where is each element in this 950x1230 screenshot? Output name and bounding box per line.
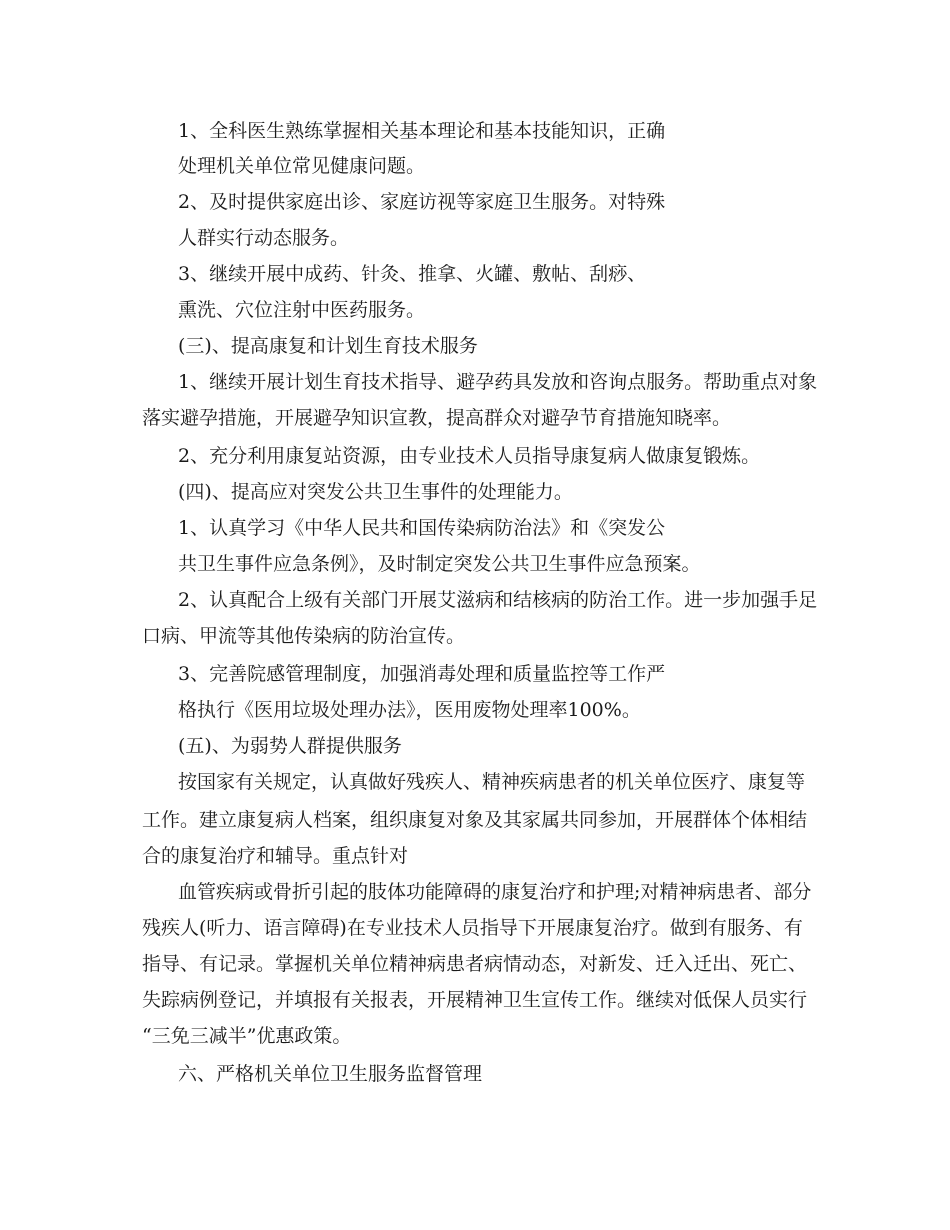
paragraph-line-5: 3、继续开展中成药、针灸、推拿、火罐、敷帖、刮痧、: [178, 263, 647, 285]
paragraph-line-14: 2、认真配合上级有关部门开展艾滋病和结核病的防治工作。进一步加强手足: [178, 589, 818, 611]
paragraph-line-9: 落实避孕措施，开展避孕知识宣教，提高群众对避孕节育措施知晓率。: [142, 407, 732, 429]
paragraph-line-26: “三免三减半”优惠政策。: [142, 1025, 352, 1047]
paragraph-line-15: 口病、甲流等其他传染病的防治宣传。: [142, 625, 466, 647]
paragraph-line-4: 人群实行动态服务。: [178, 227, 350, 249]
paragraph-line-22: 血管疾病或骨折引起的肢体功能障碍的康复治疗和护理;对精神病患者、部分: [178, 881, 812, 903]
paragraph-line-12: 1、认真学习《中华人民共和国传染病防治法》和《突发公: [178, 517, 666, 539]
section-heading-5: (五)、为弱势人群提供服务: [178, 735, 402, 757]
paragraph-line-24: 指导、有记录。掌握机关单位精神病患者病情动态，对新发、迁入迁出、死亡、: [142, 953, 808, 975]
paragraph-line-10: 2、充分利用康复站资源，由专业技术人员指导康复病人做康复锻炼。: [178, 445, 761, 467]
paragraph-line-17: 格执行《医用垃圾处理办法》，医用废物处理率100%。: [178, 699, 641, 721]
paragraph-line-19: 按国家有关规定，认真做好残疾人、精神疾病患者的机关单位医疗、康复等: [178, 771, 806, 793]
paragraph-line-1: 1、全科医生熟练掌握相关基本理论和基本技能知识，正确: [178, 120, 666, 142]
paragraph-line-21: 合的康复治疗和辅导。重点针对: [142, 845, 409, 867]
section-heading-6: 六、严格机关单位卫生服务监督管理: [178, 1063, 483, 1085]
paragraph-line-25: 失踪病例登记，并填报有关报表，开展精神卫生宣传工作。继续对低保人员实行: [142, 989, 808, 1011]
paragraph-line-6: 熏洗、穴位注射中医药服务。: [178, 299, 426, 321]
section-heading-3: (三)、提高康复和计划生育技术服务: [178, 335, 478, 357]
paragraph-line-23: 残疾人(听力、语言障碍)在专业技术人员指导下开展康复治疗。做到有服务、有: [142, 917, 803, 939]
paragraph-line-13: 共卫生事件应急条例》，及时制定突发公共卫生事件应急预案。: [178, 553, 701, 575]
paragraph-line-16: 3、完善院感管理制度，加强消毒处理和质量监控等工作严: [178, 663, 666, 685]
paragraph-line-8: 1、继续开展计划生育技术指导、避孕药具发放和咨询点服务。帮助重点对象: [178, 371, 818, 393]
paragraph-line-3: 2、及时提供家庭出诊、家庭访视等家庭卫生服务。对特殊: [178, 191, 666, 213]
paragraph-line-2: 处理机关单位常见健康问题。: [178, 155, 426, 177]
section-heading-4: (四)、提高应对突发公共卫生事件的处理能力。: [178, 481, 573, 503]
paragraph-line-20: 工作。建立康复病人档案，组织康复对象及其家属共同参加，开展群体个体相结: [142, 809, 808, 831]
